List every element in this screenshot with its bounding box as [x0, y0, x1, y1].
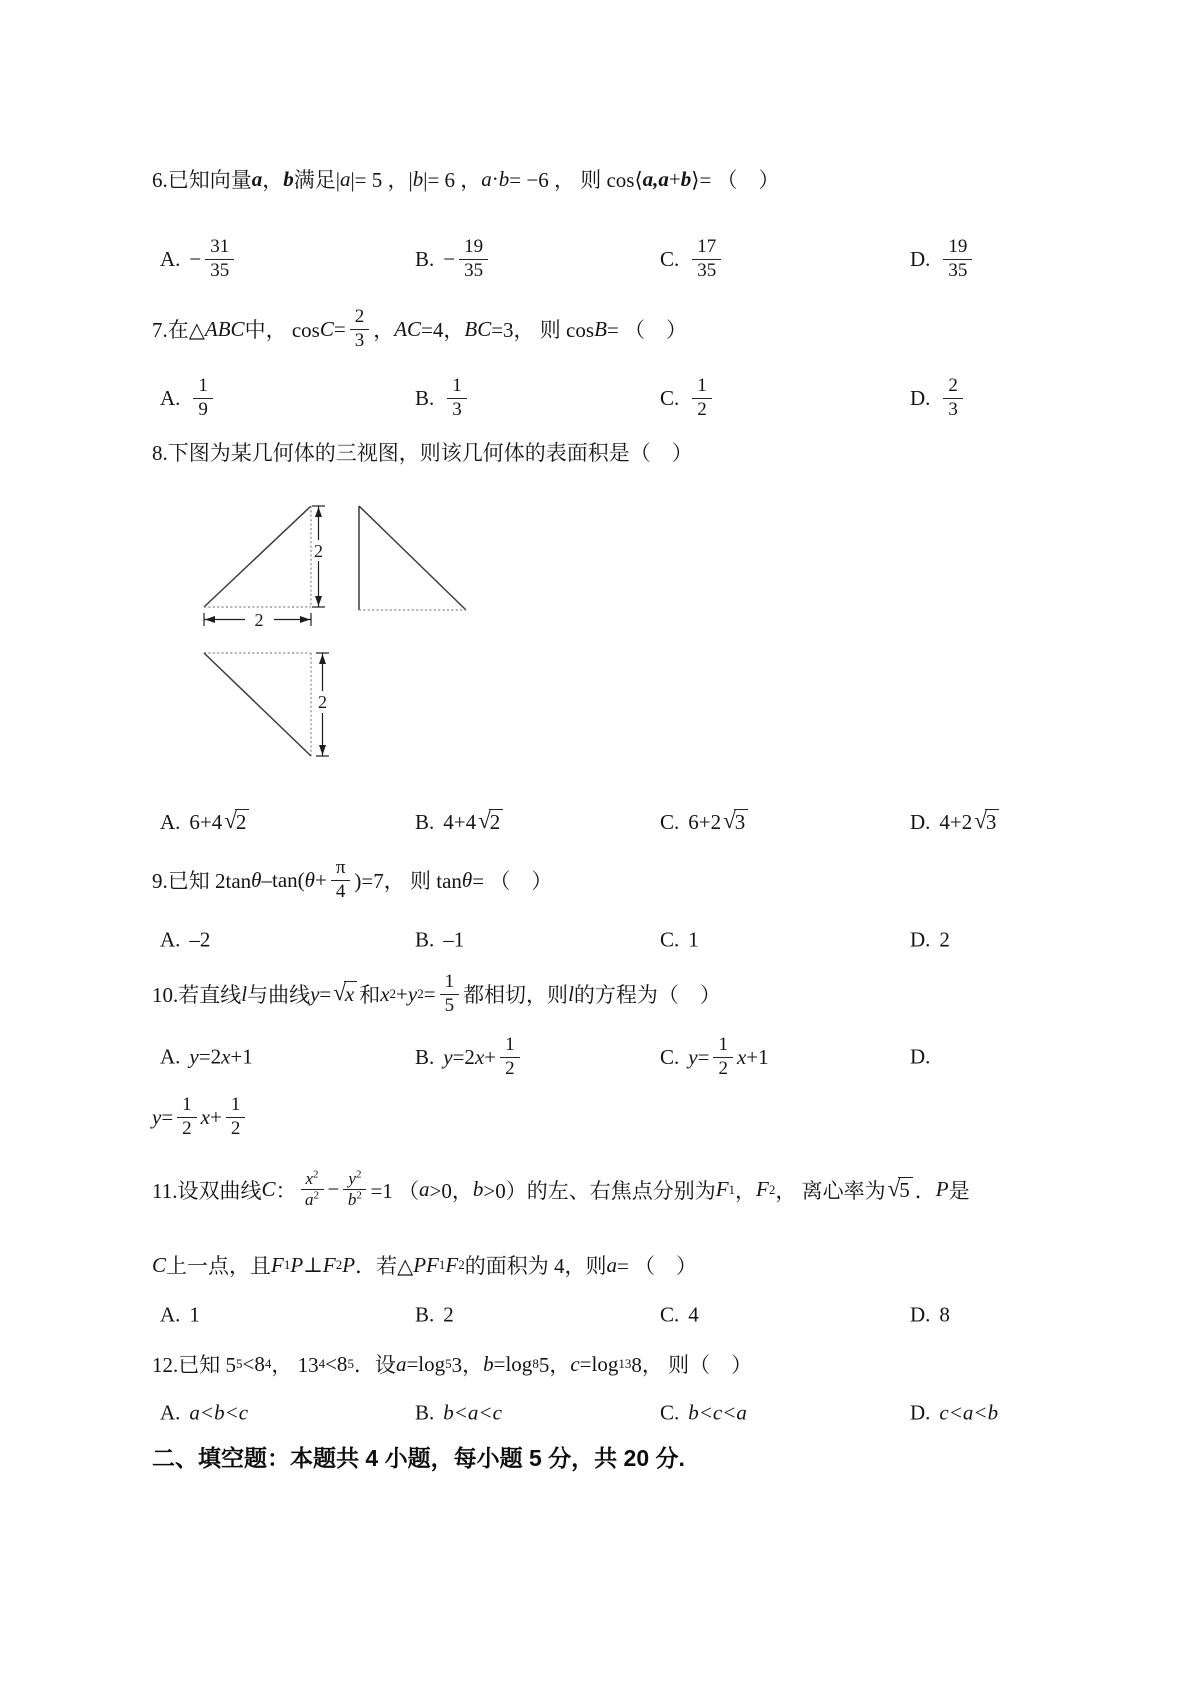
option-c	[660, 809, 750, 835]
option-letter: D.	[910, 1302, 931, 1327]
dimension-label: 2	[314, 541, 323, 561]
radical: √ 3	[974, 809, 999, 835]
option-value: c<a<b	[939, 1400, 999, 1425]
option-letter: A.	[160, 1044, 181, 1069]
option-a	[160, 237, 238, 281]
option-value: 1	[189, 1302, 200, 1327]
question-10-option-d-continuation: y = $\frac{1}{2}$ x + $\frac{1}{2}$	[152, 1095, 249, 1139]
radical-sign: √	[723, 808, 736, 833]
option-letter: C.	[660, 385, 680, 410]
question-9-stem: 9.已知 2tan θ –tan( θ + $\frac{\pi}{4}$ )=7， 则 tan θ = （ ）	[152, 857, 553, 902]
radical: √ 2	[478, 809, 503, 835]
minus-sign: −	[189, 246, 202, 271]
option-value: y =2 x + $\frac{1}{2}$	[443, 1035, 523, 1079]
option-letter: A.	[160, 927, 181, 952]
option-d	[910, 809, 1001, 835]
option-d	[910, 237, 976, 281]
question-11-stem-line2: C 上一点，且 F 1 P ⊥ F 2 P ．若△ PF 1 F 2 的面积为 4，则 a = （ ）	[152, 1252, 698, 1278]
option-value: y = $\frac{1}{2}$ x +1	[688, 1033, 769, 1079]
question-11-stem-line1: 11.设双曲线 C ： $\frac{x^2}{a^2}$ − $\frac{y^2}{b^2}$ =1 （ a >0， b >0）的左、右焦点分别为 F 1 ， F 2 ， 离心率为 √ 5 ． P 是	[152, 1168, 970, 1210]
option-a	[160, 1401, 248, 1426]
option-letter: D.	[910, 1044, 931, 1069]
dimension-label: 2	[254, 610, 264, 630]
three-view-diagram	[185, 495, 485, 767]
option-letter: D.	[910, 927, 931, 952]
option-letter: D.	[910, 385, 931, 410]
option-value: 6+4	[189, 809, 223, 834]
option-letter: D.	[910, 246, 931, 271]
question-12-stem: 12.已知 5 5 <8 4 ， 13 4 <8 5 ．设 a =log 5 3， b =log 8 5， c =log 13 8， 则（ ）	[152, 1351, 753, 1377]
option-value: 1	[688, 927, 699, 952]
radical: √ 2	[224, 809, 249, 835]
top-view-triangle	[204, 653, 311, 756]
front-height-dimension	[312, 506, 325, 607]
option-b	[415, 376, 471, 420]
option-letter: B.	[415, 927, 435, 952]
radical-sign: √	[478, 808, 491, 833]
fraction: $\frac{1}{9}$	[193, 376, 213, 420]
option-letter: A.	[160, 809, 181, 834]
option-c	[660, 1035, 769, 1079]
side-view-triangle	[359, 506, 466, 610]
option-a	[160, 1303, 200, 1328]
option-value: 2	[939, 927, 950, 952]
fraction: $\frac{1}{2}$	[692, 376, 712, 420]
option-d	[910, 1401, 998, 1426]
option-c	[660, 237, 725, 281]
option-letter: B.	[415, 385, 435, 410]
option-letter: A.	[160, 246, 181, 271]
radical-sign: √	[974, 808, 987, 833]
option-b	[415, 928, 464, 953]
fraction: $\frac{1}{3}$	[447, 376, 467, 420]
option-value: 6+2	[688, 809, 722, 834]
option-a	[160, 809, 251, 835]
option-value: 4	[688, 1302, 699, 1327]
radical: √ 3	[723, 809, 748, 835]
option-c	[660, 376, 716, 420]
front-width-dimension	[204, 610, 311, 630]
fraction: $\frac{17}{35}$	[692, 237, 721, 281]
option-c	[660, 1303, 699, 1328]
minus-sign: −	[443, 246, 456, 271]
option-letter: C.	[660, 1400, 680, 1425]
option-a	[160, 376, 217, 420]
fraction: $\frac{19}{35}$	[459, 237, 488, 281]
option-letter: D.	[910, 809, 931, 834]
radical-sign: √	[224, 808, 237, 833]
question-8-stem: 8.下图为某几何体的三视图，则该几何体的表面积是（ ）	[152, 441, 693, 465]
dimension-label: 2	[318, 692, 327, 712]
option-letter: B.	[415, 246, 435, 271]
option-letter: C.	[660, 1044, 680, 1069]
option-c	[660, 1401, 747, 1426]
option-d	[910, 1303, 950, 1328]
option-b	[415, 1035, 524, 1079]
fraction: $\frac{2}{3}$	[943, 376, 963, 420]
option-b	[415, 1303, 454, 1328]
option-d	[910, 376, 967, 420]
option-d	[910, 1045, 939, 1070]
question-7-stem: 7.在△ ABC 中， cos C = $\frac{2}{3}$ ， AC =4， BC =3， 则 cos B = （ ）	[152, 306, 687, 351]
option-b	[415, 1401, 502, 1426]
option-letter: D.	[910, 1400, 931, 1425]
option-value: 4+2	[939, 809, 973, 834]
section-2-header: 二、填空题：本题共 4 小题，每小题 5 分，共 20 分.	[152, 1445, 685, 1471]
top-view-height-dimension	[316, 653, 329, 756]
question-10-stem: 10.若直线 l 与曲线 y = √ x 和 x 2 + y 2 = $\frac{1}{5}$ 都相切，则 l 的方程为（ ）	[152, 971, 721, 1016]
option-letter: B.	[415, 1302, 435, 1327]
option-a	[160, 928, 210, 953]
option-value: b<c<a	[688, 1400, 747, 1425]
option-letter: C.	[660, 246, 680, 271]
option-value: –1	[443, 927, 465, 952]
option-value: –2	[189, 927, 211, 952]
option-letter: C.	[660, 1302, 680, 1327]
option-value: 4+4	[443, 809, 477, 834]
option-a	[160, 1045, 253, 1070]
front-view-triangle	[204, 506, 311, 607]
option-d	[910, 928, 950, 953]
option-value: y=2x+1	[189, 1044, 253, 1069]
option-letter: B.	[415, 1400, 435, 1425]
option-letter: B.	[415, 1044, 435, 1069]
option-b	[415, 809, 505, 835]
option-letter: C.	[660, 927, 680, 952]
option-b	[415, 237, 492, 281]
option-letter: A.	[160, 1302, 181, 1327]
option-letter: A.	[160, 385, 181, 410]
fraction: $\frac{31}{35}$	[205, 237, 234, 281]
question-6-stem: 6.已知向量 a ， b 满足| a |= 5 ，| b |= 6 ， a · b = −6 ， 则 cos⟨ a , a + b ⟩= （ ）	[152, 166, 780, 192]
option-value: 8	[939, 1302, 950, 1327]
option-letter: A.	[160, 1400, 181, 1425]
fraction: $\frac{19}{35}$	[943, 237, 972, 281]
option-value: a<b<c	[189, 1400, 249, 1425]
option-letter: B.	[415, 809, 435, 834]
option-value: 2	[443, 1302, 454, 1327]
option-c	[660, 928, 699, 953]
option-value: b<a<c	[443, 1400, 502, 1425]
option-letter: C.	[660, 809, 680, 834]
